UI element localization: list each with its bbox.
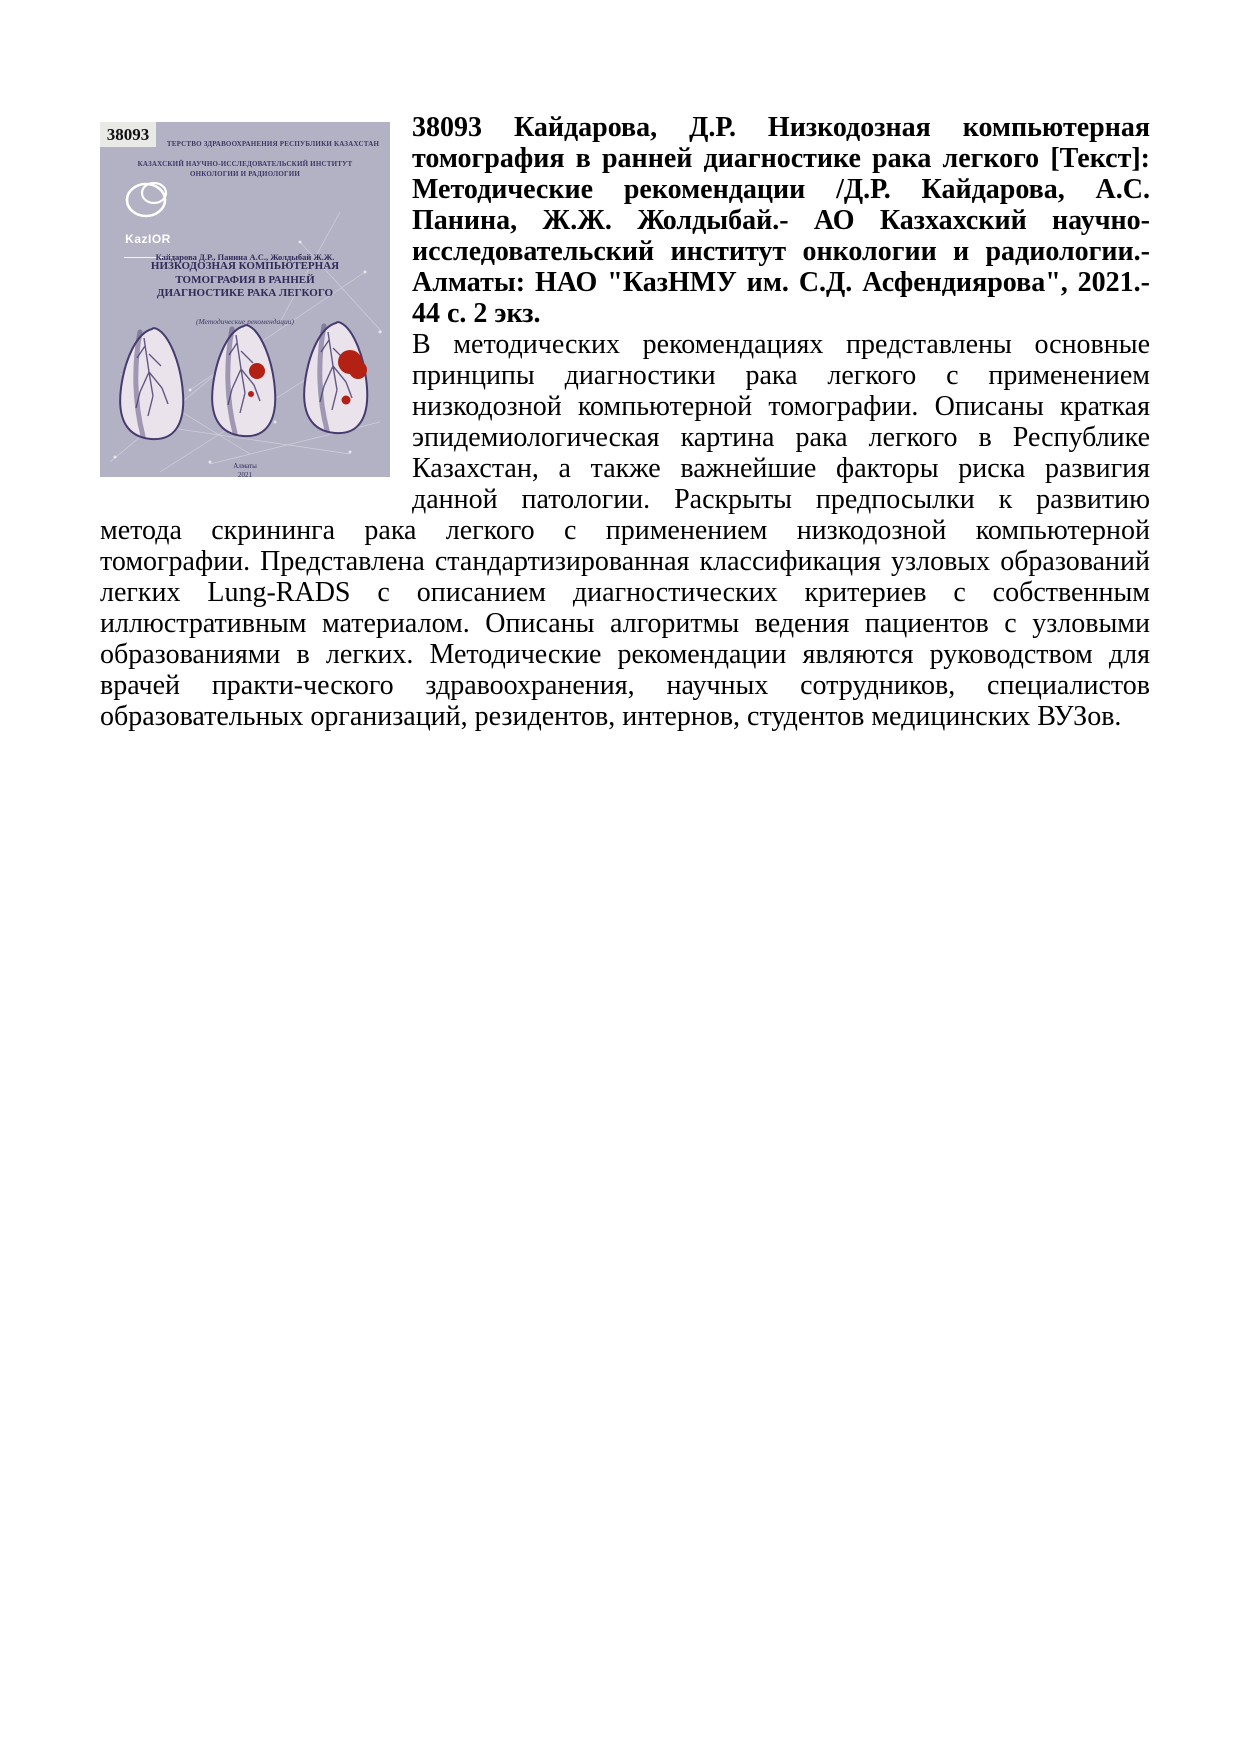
- kazior-logo-text: KazIOR: [125, 232, 171, 246]
- cover-institute-line2: ОНКОЛОГИИ И РАДИОЛОГИИ: [189, 170, 301, 178]
- book-cover: [100, 122, 390, 477]
- cover-authors: Кайдарова Д.Р., Панина А.С., Жолдыбай Ж.Ж.: [155, 252, 335, 262]
- cover-title: НИЗКОДОЗНАЯ КОМПЬЮТЕРНАЯ ТОМОГРАФИЯ В РАННЕЙ ДИАГНОСТИКЕ РАКА ЛЕГКОГО: [150, 260, 340, 299]
- cover-city: Алматы: [233, 462, 257, 470]
- kazior-logo-circles-icon: [116, 178, 180, 220]
- cover-year: 2021: [238, 471, 252, 477]
- cover-subtitle: (Методические рекомендации): [196, 317, 294, 326]
- catalog-entry: [0, 0, 1240, 732]
- catalog-entry-heading: 38093 Кайдарова, Д.Р. Низкодозная компьютерная томография в ранней диагностике рака легкого [Текст]: Методические рекомендации /Д.Р. Кайдарова, А.С. Панина, Ж.Ж. Жолдыбай.- АО Казхахский научно-исследовательский институт онкологии и радиологии.- Алматы: НАО "КазНМУ им. С.Д. Асфендиярова", 2021.- 44 с. 2 экз.: [412, 112, 1150, 329]
- cover-institute-line1: КАЗАХСКИЙ НАУЧНО-ИССЛЕДОВАТЕЛЬСКИЙ ИНСТИТУТ: [137, 160, 353, 168]
- accession-number-label: 38093: [100, 122, 156, 147]
- catalog-entry-annotation: В методических рекомендациях представлены основные принципы диагностики рака легкого с применением низкодозной компьютерной томографии. Описаны краткая эпидемиологическая картина рака легкого в Республике Казахстан, а также важнейшие факторы риска развигия данной патологии. Раскрыты предпосылки к развитию метода скрининга рака легкого с применением низкодозной компьютерной томографии. Представлена стандартизированная классификация узловых образований легких Lung-RADS с описанием диагностических критериев с собственным иллюстративным материалом. Описаны алгоритмы ведения пациентов с узловыми образованиями в легких. Методические рекомендации являются руководством для врачей практи-ческого здравоохранения, научных сотрудников, специалистов образовательных организаций, резидентов, интернов, студентов медицинских ВУЗов.: [100, 329, 1150, 732]
- cover-ministry-line: ТЕРСТВО ЗДРАВООХРАНЕНИЯ РЕСПУБЛИКИ КАЗАХСТАН: [166, 140, 380, 148]
